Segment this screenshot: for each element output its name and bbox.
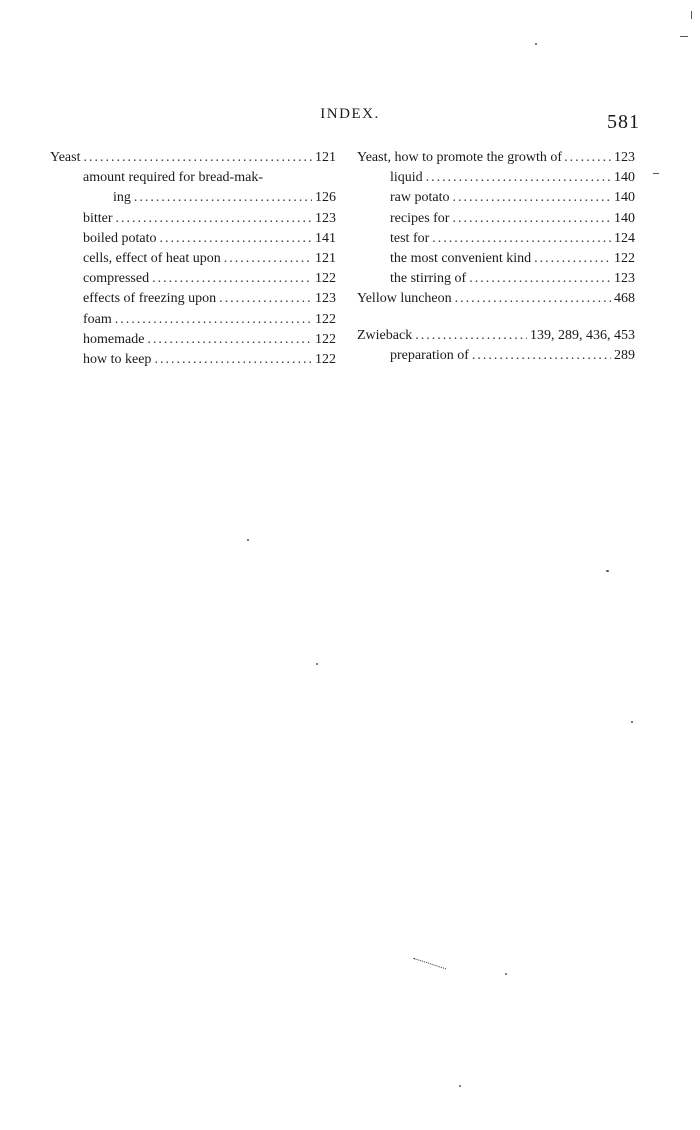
index-entry (357, 148, 635, 168)
entry-page: 140 (614, 210, 635, 226)
entry-page: 289 (614, 347, 635, 363)
dot-leader (147, 330, 312, 350)
scan-smudge (412, 958, 446, 974)
index-subentry (50, 289, 336, 309)
entry-term: liquid (390, 170, 423, 186)
dot-leader (452, 188, 611, 208)
dot-leader (469, 269, 611, 289)
scan-speck (653, 173, 659, 174)
entry-term: amount required for bread-mak- (83, 170, 263, 186)
entry-page: 122 (315, 271, 336, 287)
index-subentry (50, 350, 336, 370)
entry-term: effects of freezing upon (83, 291, 217, 307)
index-entry (357, 326, 635, 346)
entry-term: the most convenient kind (390, 250, 532, 266)
index-subentry (357, 249, 635, 269)
scan-speck (535, 43, 537, 45)
dot-leader (152, 269, 312, 289)
dot-leader (160, 229, 313, 249)
entry-term: compressed (83, 271, 150, 287)
dot-leader (115, 310, 312, 330)
entry-page: 140 (614, 170, 635, 186)
entry-page: 122 (315, 311, 336, 327)
entry-term: how to keep (83, 351, 152, 367)
page-number: 581 (607, 111, 640, 133)
dot-leader (224, 249, 312, 269)
scan-speck (680, 36, 688, 37)
index-subentry (357, 209, 635, 229)
entry-term: ing (113, 190, 131, 206)
index-subentry (357, 188, 635, 208)
index-column-left (50, 148, 336, 370)
dot-leader (452, 209, 611, 229)
entry-page: 122 (614, 250, 635, 266)
scan-speck (247, 539, 249, 541)
entry-term: cells, effect of heat upon (83, 250, 221, 266)
entry-term: bitter (83, 210, 113, 226)
entry-page: 123 (315, 291, 336, 307)
dot-leader (415, 326, 527, 346)
section-gap (357, 310, 635, 326)
scan-speck (316, 663, 318, 665)
entry-term: foam (83, 311, 112, 327)
dot-leader (134, 188, 312, 208)
index-subentry (50, 229, 336, 249)
index-subentry (50, 249, 336, 269)
dot-leader (432, 229, 611, 249)
dot-leader (426, 168, 611, 188)
index-entry (50, 148, 336, 168)
dot-leader (116, 209, 312, 229)
entry-page: 140 (614, 190, 635, 206)
dot-leader (154, 350, 312, 370)
entry-page: 139, 289, 436, 453 (530, 327, 635, 343)
entry-term: Zwieback (357, 327, 413, 343)
dot-leader (83, 148, 312, 168)
index-column-right (357, 148, 635, 366)
scan-speck (459, 1085, 461, 1087)
entry-term: the stirring of (390, 271, 467, 287)
entry-page: 121 (315, 250, 336, 266)
entry-page: 122 (315, 331, 336, 347)
entry-term: test for (390, 230, 430, 246)
index-subentry (357, 269, 635, 289)
entry-page: 126 (315, 190, 336, 206)
entry-term: Yeast, how to promote the growth of (357, 150, 563, 165)
index-entry (357, 289, 635, 309)
entry-page: 124 (614, 230, 635, 246)
entry-page: 121 (315, 150, 336, 165)
entry-page: 123 (614, 150, 635, 165)
dot-leader (455, 289, 611, 309)
entry-term: raw potato (390, 190, 450, 206)
index-subentry (50, 330, 336, 350)
index-subentry (50, 209, 336, 229)
entry-term: Yellow luncheon (357, 291, 452, 307)
entry-term: homemade (83, 331, 145, 347)
scan-speck (691, 11, 692, 19)
dot-leader (534, 249, 611, 269)
scan-speck (606, 570, 609, 572)
index-subentry (357, 346, 635, 366)
entry-page: 141 (315, 230, 336, 246)
scan-speck (505, 973, 507, 975)
entry-term: preparation of (390, 347, 469, 363)
entry-page: 123 (614, 271, 635, 287)
index-subentry-continuation (50, 188, 336, 208)
entry-page: 468 (614, 291, 635, 307)
dot-leader (472, 346, 611, 366)
index-subentry (50, 310, 336, 330)
entry-term: recipes for (390, 210, 450, 226)
index-subentry (50, 168, 336, 188)
entry-page: 122 (315, 351, 336, 367)
index-subentry (50, 269, 336, 289)
index-subentry (357, 168, 635, 188)
entry-term: Yeast (50, 150, 81, 165)
page-title: INDEX. (320, 106, 380, 122)
index-subentry (357, 229, 635, 249)
entry-term: boiled potato (83, 230, 157, 246)
scan-speck (631, 721, 633, 723)
dot-leader (219, 289, 312, 309)
entry-page: 123 (315, 210, 336, 226)
